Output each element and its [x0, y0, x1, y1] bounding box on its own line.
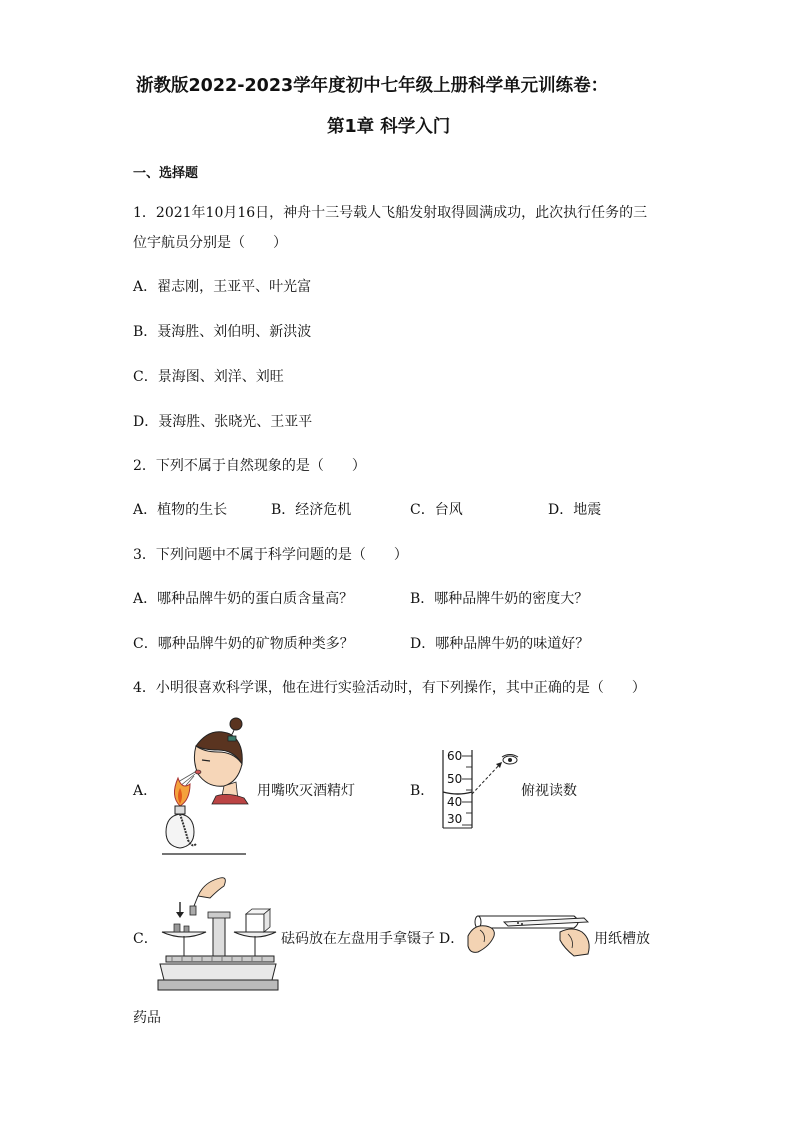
- q2-option-d: D．地震: [548, 502, 602, 518]
- blowing-lamp-illustration: [158, 716, 250, 858]
- q1-stem-line2: 位宇航员分别是（ ）: [133, 235, 287, 251]
- q3-option-a: A．哪种品牌牛奶的蛋白质含量高？: [133, 591, 354, 607]
- q4-option-c-text: 砝码放在左盘用手拿镊子: [281, 931, 435, 947]
- q4-option-d-text: 用纸槽放: [594, 931, 650, 947]
- scale-label-30: 30: [447, 812, 463, 826]
- balance-scale-illustration: [158, 876, 278, 994]
- q4-option-b-letter: B．: [410, 783, 435, 799]
- q4-option-c-letter: C．: [133, 931, 158, 947]
- q4-option-d-continued: 药品: [133, 1010, 161, 1026]
- doc-title-line1: 浙教版2022-2023学年度初中七年级上册科学单元训练卷：: [136, 76, 609, 96]
- q4-option-b-text: 俯视读数: [521, 783, 577, 799]
- doc-title-line2: 第1章 科学入门: [327, 117, 451, 137]
- q2-stem: 2．下列不属于自然现象的是（ ）: [133, 458, 366, 474]
- q2-option-a: A．植物的生长: [133, 502, 228, 518]
- test-tube-paper-trough-illustration: [464, 896, 594, 958]
- q3-stem: 3．下列问题中不属于科学问题的是（ ）: [133, 547, 408, 563]
- q1-option-a: A．翟志刚，王亚平、叶光富: [133, 279, 312, 295]
- q3-option-d: D．哪种品牌牛奶的味道好？: [410, 636, 590, 652]
- q2-option-c: C．台风: [410, 502, 463, 518]
- q3-option-b: B．哪种品牌牛奶的密度大？: [410, 591, 589, 607]
- scale-label-60: 60: [447, 749, 463, 763]
- section-heading: 一、选择题: [133, 166, 199, 181]
- q4-option-a-letter: A．: [133, 783, 158, 799]
- scale-label-40: 40: [447, 795, 463, 809]
- q4-option-d-letter: D．: [439, 931, 465, 947]
- q1-option-d: D．聂海胜、张晓光、王亚平: [133, 414, 313, 430]
- q2-option-b: B．经济危机: [271, 502, 352, 518]
- q4-option-a-text: 用嘴吹灭酒精灯: [257, 783, 355, 799]
- q3-option-c: C．哪种品牌牛奶的矿物质种类多？: [133, 636, 354, 652]
- q1-option-c: C．景海图、刘洋、刘旺: [133, 369, 284, 385]
- scale-label-50: 50: [447, 772, 463, 786]
- q1-option-b: B．聂海胜、刘伯明、新洪波: [133, 324, 312, 340]
- q1-stem-line1: 1．2021年10月16日，神舟十三号载人飞船发射取得圆满成功，此次执行任务的三: [133, 205, 648, 221]
- q4-stem: 4．小明很喜欢科学课，他在进行实验活动时，有下列操作，其中正确的是（ ）: [133, 680, 646, 696]
